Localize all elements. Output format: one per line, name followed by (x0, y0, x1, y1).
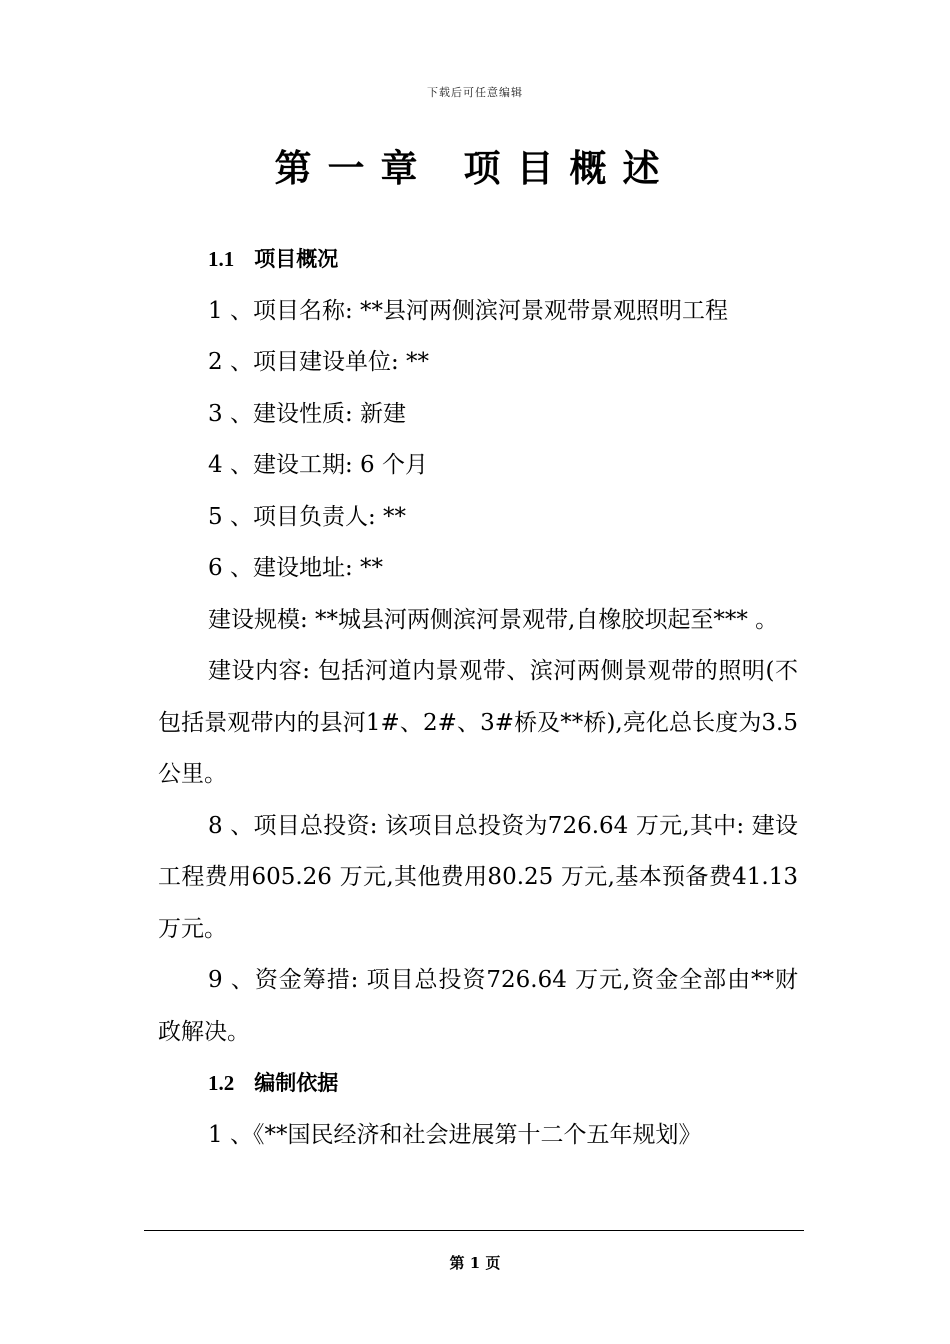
paragraph-investment: 8 、项目总投资: 该项目总投资为726.64 万元,其中: 建设工程费用605.26 万元,其他费用80.25 万元,基本预备费41.13 万元。 (158, 812, 798, 942)
section-heading-1-2: 1.2 编制依据 (208, 1071, 339, 1095)
item-project-leader: 5 、项目负责人: ** (208, 503, 407, 530)
document-body (158, 234, 798, 1161)
section-heading-1-1: 1.1 项目概况 (208, 247, 339, 271)
paragraph-funding: 9 、资金筹措: 项目总投资726.64 万元,资金全部由**财政解决。 (158, 967, 798, 1045)
page-number: 第 1 页 (449, 1254, 501, 1272)
chapter-name: 项目概述 (463, 147, 676, 190)
item-project-name: 1 、项目名称: **县河两侧滨河景观带景观照明工程 (208, 297, 729, 324)
paragraph-content: 建设内容: 包括河道内景观带、滨河两侧景观带的照明(不包括景观带内的县河1#、2#、3#桥及**桥),亮化总长度为3.5 公里。 (158, 658, 798, 787)
chapter-title (0, 138, 950, 192)
chapter-number: 第一章 (274, 147, 434, 190)
header-note: 下载后可任意编辑 (427, 86, 523, 99)
item-project-nature: 3 、建设性质: 新建 (208, 400, 407, 427)
item-project-period: 4 、建设工期: 6 个月 (208, 452, 428, 478)
item-project-unit: 2 、项目建设单位: ** (208, 349, 430, 375)
basis-item: 1 、《**国民经济和社会进展第十二个五年规划》 (208, 1121, 702, 1148)
footer-divider (144, 1230, 804, 1231)
item-project-address: 6 、建设地址: ** (208, 555, 384, 581)
paragraph-scale: 建设规模: **城县河两侧滨河景观带,自橡胶坝起至*** 。 (208, 606, 779, 633)
